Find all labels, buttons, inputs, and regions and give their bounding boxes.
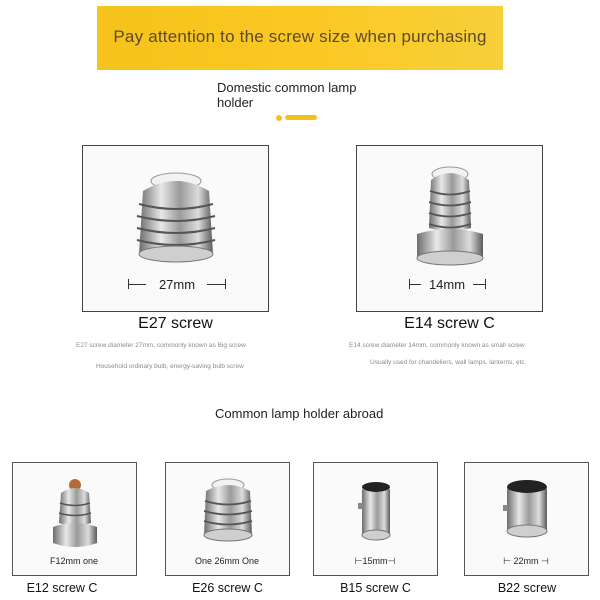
e26-label: One 26mm One [194,556,260,566]
e27-frame [82,145,269,312]
e27-caption: E27 screw [138,315,213,332]
banner [97,6,503,70]
e26-bulb-base-icon [166,463,291,553]
b15-dimension: 15mm [362,556,388,566]
dim-left-bracket: ⊢ [354,556,363,566]
dim-right-bracket: ⊣ [387,556,396,566]
e14-dimension: 14mm [428,277,466,292]
dim-line [207,284,225,285]
e14-note-2: Usually used for chandeliers, wall lamps, lanterns, etc. [370,359,527,366]
dim-line [128,284,146,285]
dim-line [409,284,421,285]
e12-label: F12mm one [49,556,99,566]
b22-caption: B22 screw [497,581,557,595]
e12-frame [12,462,137,576]
e27-note-1: E27 screw diameter 27mm, commonly known as Big screw [76,342,246,349]
dim-right-bracket: ⊣ [538,556,549,566]
b15-frame [313,462,438,576]
domestic-title: Domestic common lamp holder [217,80,357,110]
banner-text: Pay attention to the screw size when purchasing [113,27,487,46]
decor-line [285,115,317,120]
b22-frame [464,462,589,576]
e12-bulb-base-icon [13,463,138,553]
e26-caption: E26 screw C [192,581,263,595]
dim-tick [225,279,226,289]
b15-caption: B15 screw C [340,581,411,595]
b22-dimension: 22mm [513,556,539,566]
dim-tick [485,279,486,289]
b15-bulb-base-icon [314,463,439,553]
e12-caption: E12 screw C [26,581,98,595]
e27-note-2: Household ordinary bulb, energy-saving bulb screw [96,363,244,370]
e14-caption: E14 screw C [404,315,495,332]
e26-frame [165,462,290,576]
b15-label [314,556,436,567]
e14-frame [356,145,543,312]
b22-bulb-base-icon [465,463,590,553]
dim-left-bracket: ⊢ [503,556,514,566]
e27-dimension: 27mm [158,277,196,292]
dim-line [473,284,485,285]
decor-dot [276,115,282,121]
abroad-title: Common lamp holder abroad [215,406,384,421]
b22-label [465,556,587,567]
e14-note-1: E14 screw diameter 14mm, commonly known as small screw [349,342,525,349]
